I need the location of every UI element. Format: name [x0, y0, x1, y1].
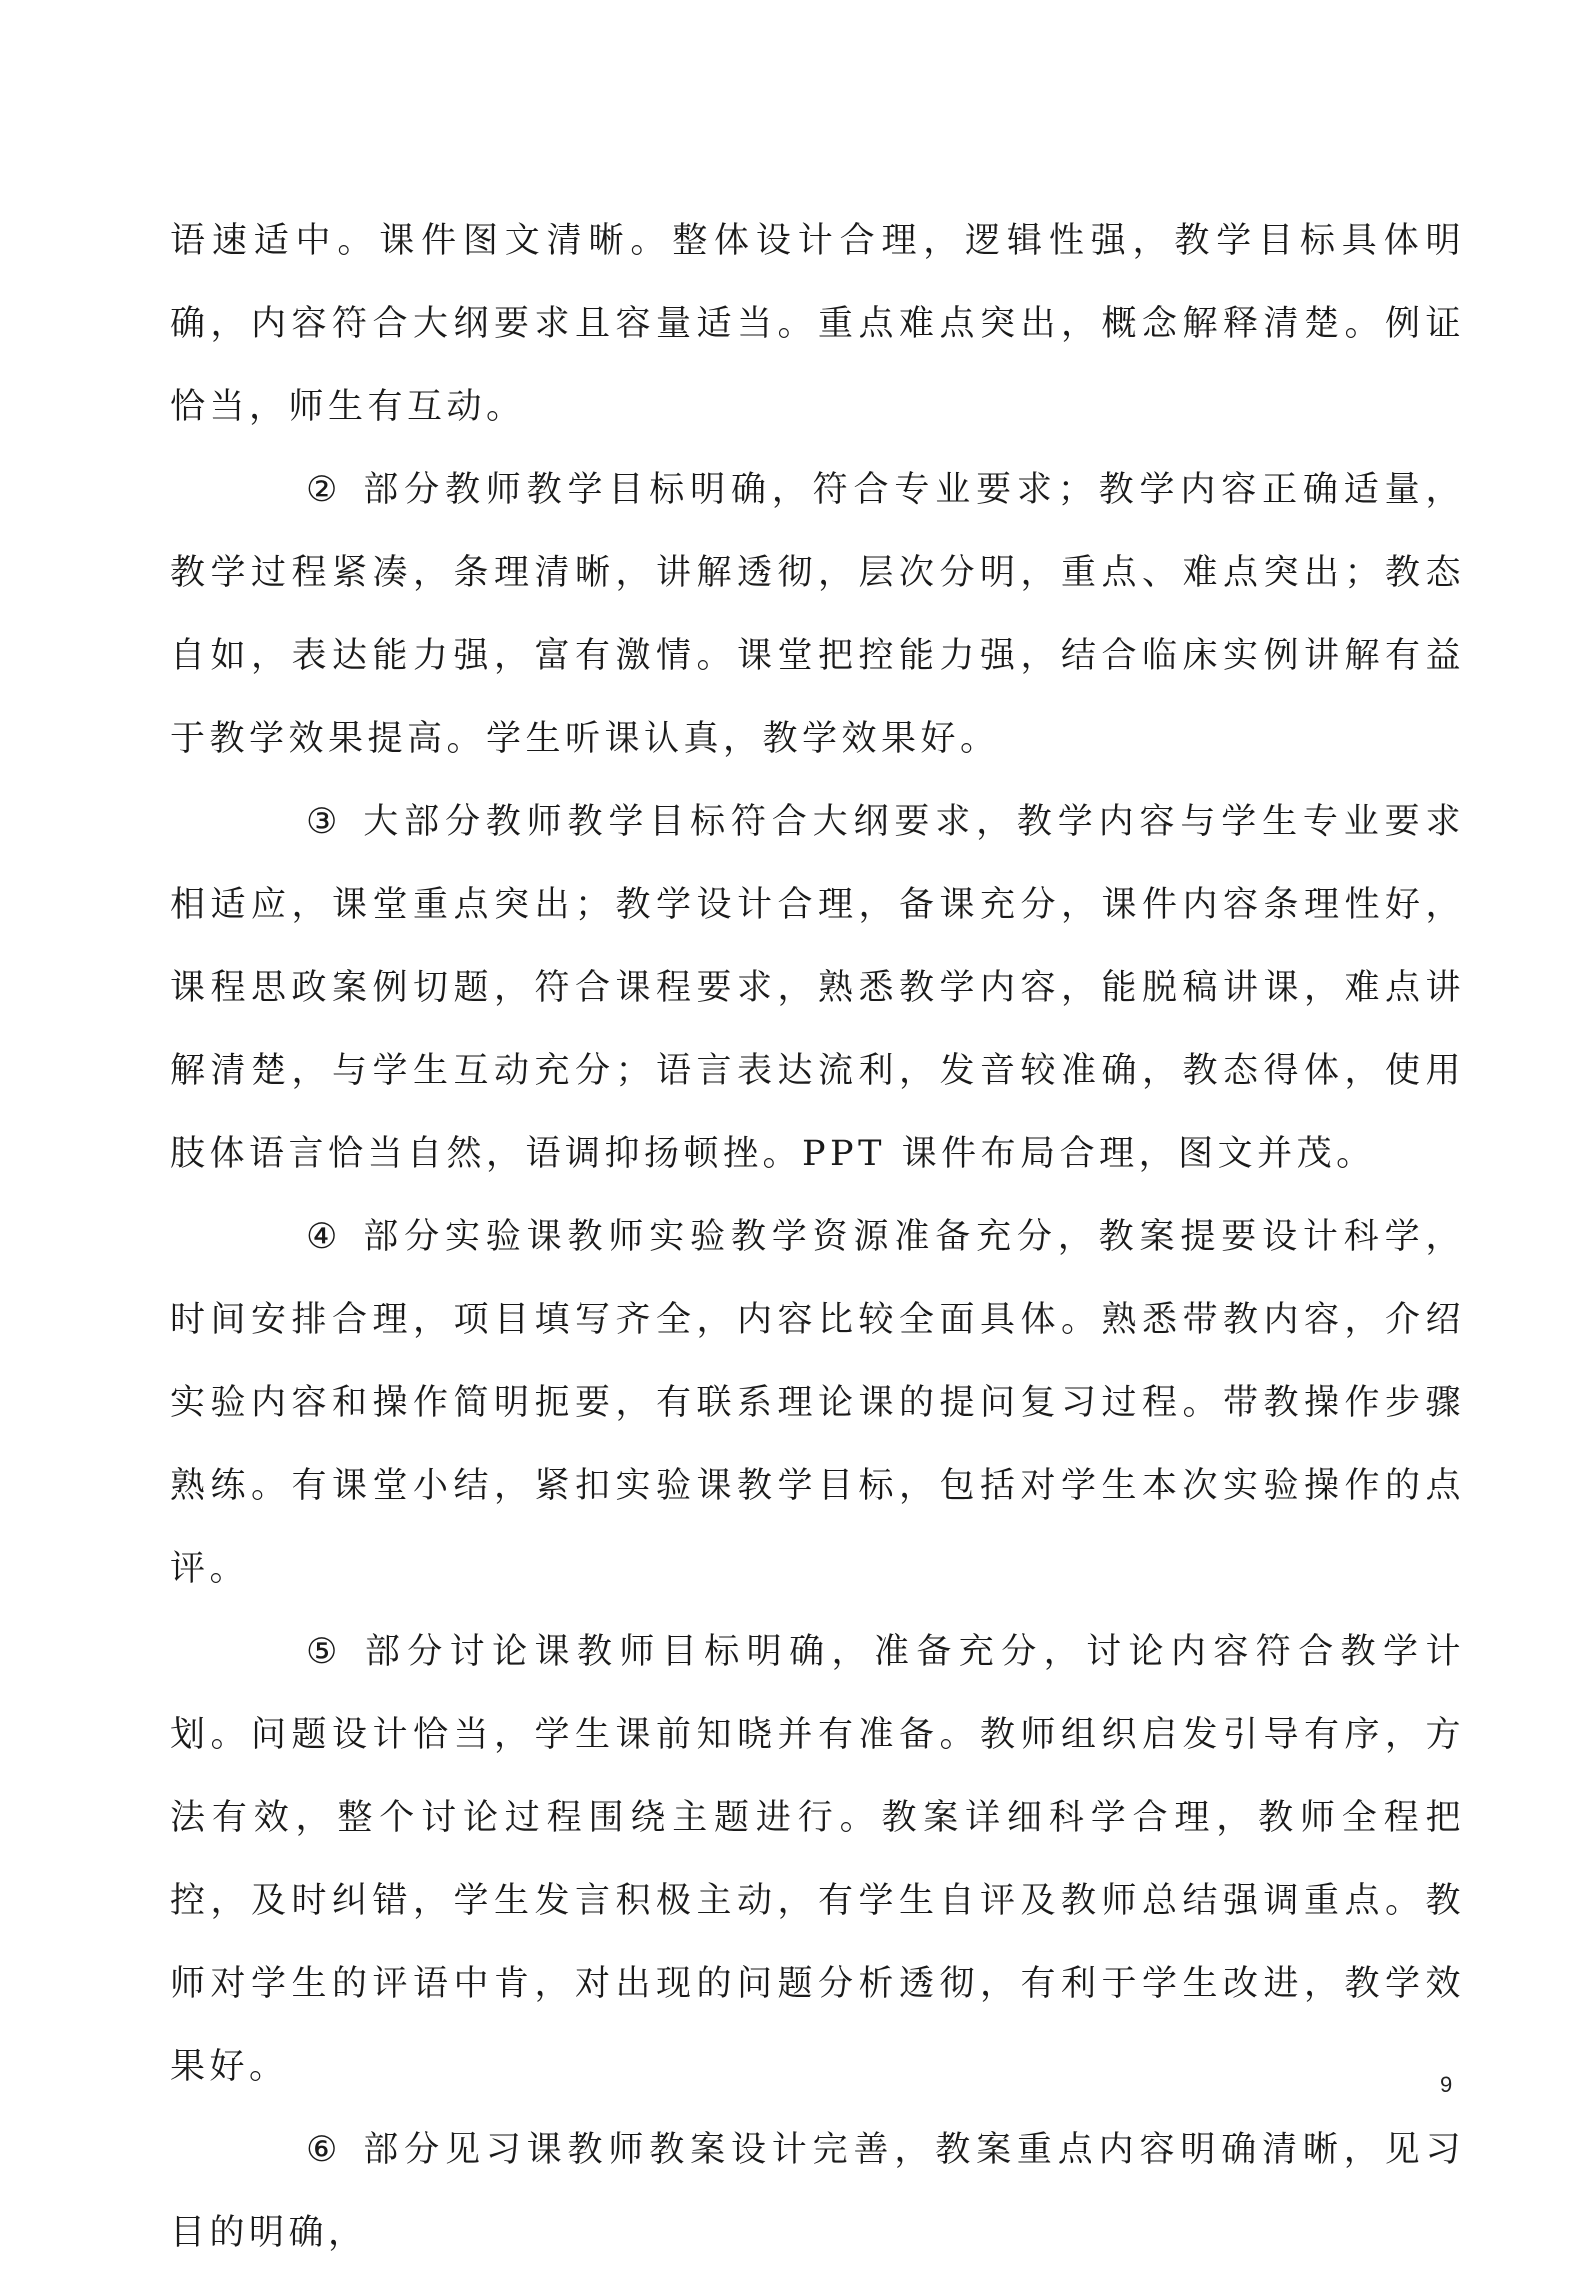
paragraph-text: 部分实验课教师实验教学资源准备充分，教案提要设计科学，时间安排合理，项目填写齐全，内容比较全面具体。熟悉带教内容，介绍实验内容和操作简明扼要，有联系理论课的提问复习过程。带教操作步骤熟练。有课堂小结，紧扣实验课教学目标，包括对学生本次实验操作的点评。 — [170, 1217, 1465, 1589]
paragraph-text: 部分讨论课教师目标明确，准备充分，讨论内容符合教学计划。问题设计恰当，学生课前知晓并有准备。教师组织启发引导有序，方法有效，整个讨论过程围绕主题进行。教案详细科学合理，教师全程把控，及时纠错，学生发言积极主动，有学生自评及教师总结强调重点。教师对学生的评语中肯，对出现的问题分析透彻，有利于学生改进，教学效果好。 — [170, 1632, 1465, 2087]
paragraph-text: 部分教师教学目标明确，符合专业要求；教学内容正确适量，教学过程紧凑，条理清晰，讲解透彻，层次分明，重点、难点突出；教态自如，表达能力强，富有激情。课堂把控能力强，结合临床实例讲解有益于教学效果提高。学生听课认真，教学效果好。 — [170, 470, 1465, 759]
item-marker: ② — [306, 470, 342, 510]
body-text — [170, 200, 1465, 2275]
paragraph-item-3 — [170, 781, 1465, 1196]
page-number: 9 — [1440, 2072, 1453, 2097]
item-marker: ⑥ — [306, 2130, 342, 2170]
paragraph-text: 语速适中。课件图文清晰。整体设计合理，逻辑性强，教学目标具体明确，内容符合大纲要求且容量适当。重点难点突出，概念解释清楚。例证恰当，师生有互动。 — [170, 221, 1465, 427]
paragraph-text: 大部分教师教学目标符合大纲要求，教学内容与学生专业要求相适应，课堂重点突出；教学设计合理，备课充分，课件内容条理性好，课程思政案例切题，符合课程要求，熟悉教学内容，能脱稿讲课，难点讲解清楚，与学生互动充分；语言表达流利，发音较准确，教态得体，使用肢体语言恰当自然，语调抑扬顿挫。PPT 课件布局合理，图文并茂。 — [170, 802, 1465, 1174]
item-marker: ③ — [306, 802, 342, 842]
item-marker: ④ — [306, 1217, 342, 1257]
paragraph-item-4 — [170, 1196, 1465, 1611]
paragraph-item-2 — [170, 449, 1465, 781]
item-marker: ⑤ — [306, 1632, 342, 1672]
paragraph-continuation — [170, 200, 1465, 449]
paragraph-text: 部分见习课教师教案设计完善，教案重点内容明确清晰，见习目的明确， — [170, 2130, 1465, 2253]
paragraph-item-5 — [170, 1611, 1465, 2109]
paragraph-item-6 — [170, 2109, 1465, 2275]
